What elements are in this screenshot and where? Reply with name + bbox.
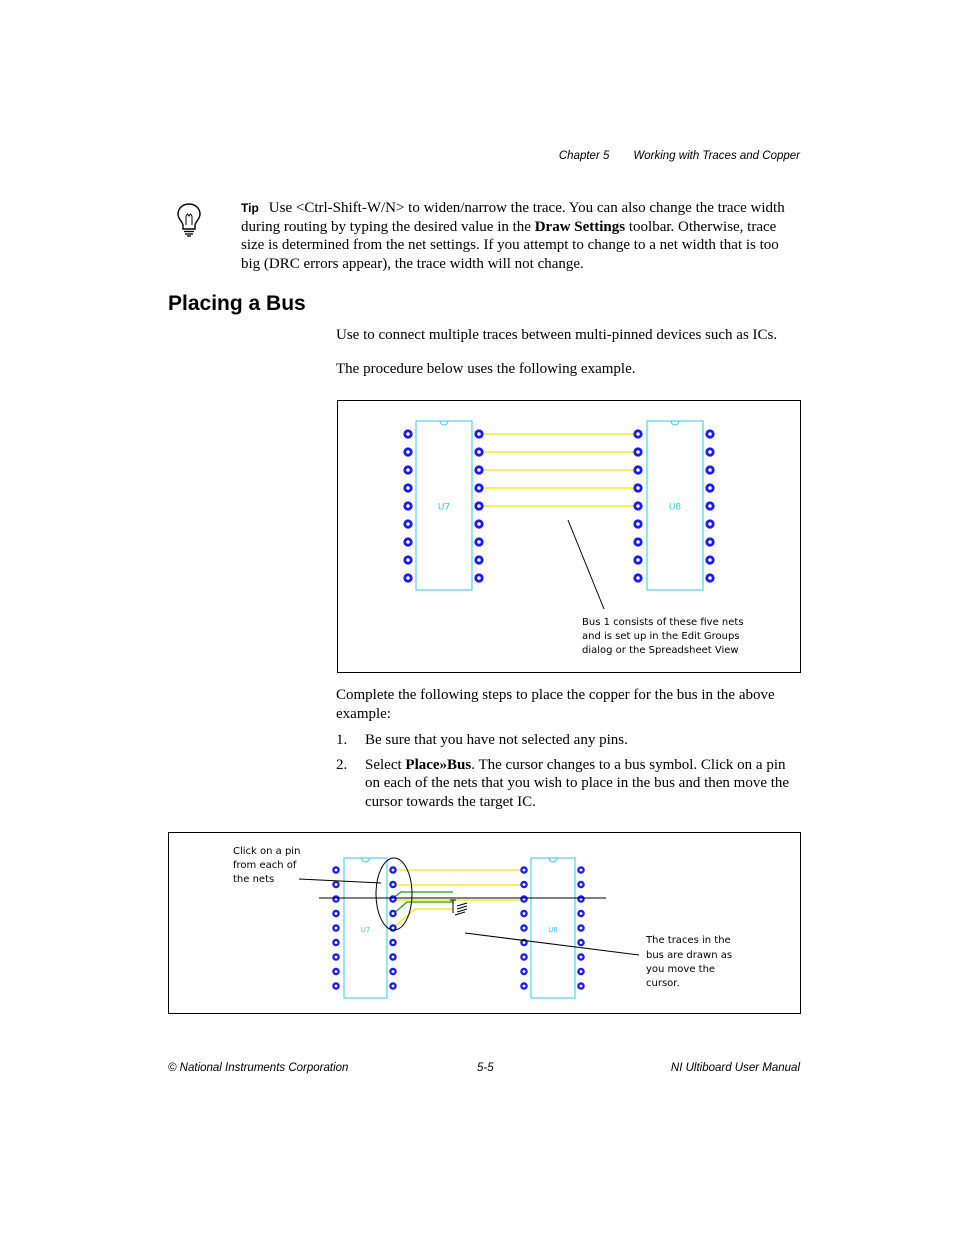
pin-pad — [578, 911, 583, 916]
left-annotation-line-2: from each of — [233, 860, 297, 871]
pin-pad — [476, 539, 482, 545]
step-text: Be sure that you have not selected any pins. — [365, 732, 628, 748]
right-annotation-line-4: cursor. — [646, 978, 680, 989]
header-title: Working with Traces and Copper — [633, 150, 800, 162]
pin-pad — [578, 983, 583, 988]
step-number: 1. — [336, 732, 348, 748]
pin-pad — [333, 925, 338, 930]
header-chapter: Chapter 5 — [558, 150, 610, 162]
pin-pad — [521, 969, 526, 974]
pin-pad — [390, 867, 395, 872]
bus-example-diagram — [338, 401, 800, 672]
pin-pad — [405, 431, 411, 437]
pin-pad — [521, 954, 526, 959]
pin-pad — [476, 521, 482, 527]
tip-block — [241, 199, 801, 274]
pin-pad — [521, 896, 526, 901]
left-leader-line — [299, 879, 381, 883]
section-intro: Use to connect multiple traces between multi-pinned devices such as ICs. — [336, 327, 778, 343]
pin-pad — [707, 467, 713, 473]
tip-text-1: Use <Ctrl-Shift-W/N> to widen/narrow the trace. You can also change the trace width during routing by typing the desired value in the — [241, 200, 785, 235]
tip-text-bold: Draw Settings — [534, 218, 626, 235]
chip-u8-label: U8 — [668, 502, 682, 513]
procedure-intro: The procedure below uses the following example. — [336, 361, 636, 377]
section-title: Placing a Bus — [168, 292, 306, 315]
pin-pad — [476, 575, 482, 581]
right-leader-line — [465, 933, 639, 955]
pin-pad — [476, 431, 482, 437]
left-annotation-line-1: Click on a pin — [233, 846, 301, 857]
pin-pad — [476, 485, 482, 491]
pin-pad — [707, 521, 713, 527]
step-text-cont: . The cursor changes to a bus symbol. Click on a pin on each of the nets that you wish to place in the bus and then move the cursor towards the target IC. — [365, 756, 790, 811]
pin-pad — [707, 431, 713, 437]
pin-pad — [635, 521, 641, 527]
tip-label: Tip — [241, 201, 259, 215]
right-annotation-line-3: you move the — [646, 964, 716, 975]
pin-pad — [707, 539, 713, 545]
pin-pad — [521, 983, 526, 988]
chip-u7-label: U7 — [360, 926, 371, 934]
pin-pad — [333, 911, 338, 916]
pin-pad — [578, 896, 583, 901]
pin-pad — [390, 911, 395, 916]
running-header — [559, 150, 800, 162]
pin-pad — [476, 557, 482, 563]
pin-pad — [635, 431, 641, 437]
pin-pad — [635, 503, 641, 509]
right-annotation-line-2: bus are drawn as — [646, 950, 733, 961]
drawn-trace — [393, 902, 453, 914]
lightbulb-icon — [176, 202, 202, 238]
pin-pad — [333, 867, 338, 872]
pin-pad — [333, 940, 338, 945]
pin-pad — [405, 449, 411, 455]
step-text: Select — [365, 756, 406, 773]
pin-pad — [390, 983, 395, 988]
footer-copyright: © National Instruments Corporation — [168, 1062, 349, 1074]
pin-pad — [333, 882, 338, 887]
pin-pad — [390, 954, 395, 959]
step-item — [336, 756, 802, 812]
pin-pad — [635, 449, 641, 455]
pin-pad — [405, 485, 411, 491]
pin-pad — [635, 485, 641, 491]
step-item — [336, 731, 802, 750]
chip-u8 — [531, 858, 575, 998]
complete-steps-text: Complete the following steps to place the copper for the bus in the above example: — [336, 687, 775, 722]
pin-pad — [635, 539, 641, 545]
chip-u8-label: U8 — [548, 926, 558, 934]
chip-u8 — [647, 421, 703, 590]
bus-placement-diagram — [169, 833, 800, 1013]
pin-pad — [333, 969, 338, 974]
pin-pad — [635, 575, 641, 581]
pin-pad — [405, 575, 411, 581]
bus-placement-figure — [168, 832, 801, 1014]
annotation-line-1: Bus 1 consists of these five nets — [582, 617, 744, 628]
drawn-trace — [393, 909, 453, 928]
pin-pad — [578, 925, 583, 930]
chip-u7 — [416, 421, 472, 590]
pin-pad — [578, 969, 583, 974]
right-annotation-line-1: The traces in the — [646, 935, 731, 946]
footer-page-number: 5-5 — [477, 1062, 494, 1074]
pin-pad — [405, 467, 411, 473]
pin-pad — [390, 969, 395, 974]
annotation-line-3: dialog or the Spreadsheet View — [582, 645, 739, 656]
pin-pad — [635, 557, 641, 563]
step-number: 2. — [336, 756, 348, 773]
pin-pad — [707, 485, 713, 491]
pin-pad — [707, 557, 713, 563]
pin-pad — [405, 521, 411, 527]
pin-pad — [578, 940, 583, 945]
annotation-leader-line — [568, 520, 604, 609]
pin-pad — [707, 503, 713, 509]
pin-pad — [578, 882, 583, 887]
pin-pad — [333, 896, 338, 901]
pin-pad — [390, 896, 395, 901]
pin-pad — [333, 983, 338, 988]
pin-pad — [333, 954, 338, 959]
pin-pad — [476, 467, 482, 473]
pin-pad — [405, 557, 411, 563]
pin-pad — [707, 575, 713, 581]
annotation-line-2: and is set up in the Edit Groups — [582, 631, 740, 642]
pin-pad — [578, 867, 583, 872]
bus-cursor-icon — [450, 900, 467, 915]
chip-u7-label: U7 — [437, 502, 451, 513]
pin-pad — [390, 882, 395, 887]
pin-pad — [578, 954, 583, 959]
pin-pad — [405, 503, 411, 509]
chip-u7 — [344, 858, 387, 998]
tip-text-2: toolbar. Otherwise, trace size is determined from the net settings. If you attempt to change to a net width that is too big (DRC errors appear), the trace width will not change. — [241, 218, 779, 273]
pin-pad — [521, 925, 526, 930]
pin-pad — [521, 882, 526, 887]
pin-pad — [476, 449, 482, 455]
pin-pad — [635, 467, 641, 473]
pin-pad — [405, 539, 411, 545]
pin-pad — [521, 867, 526, 872]
pin-pad — [521, 911, 526, 916]
pin-pad — [707, 449, 713, 455]
step-list — [336, 731, 802, 818]
left-annotation-line-3: the nets — [233, 874, 275, 885]
step-menu-path: Place»Bus — [405, 756, 472, 773]
pin-pad — [476, 503, 482, 509]
footer-manual-title: NI Ultiboard User Manual — [670, 1062, 800, 1074]
pin-pad — [390, 940, 395, 945]
drawn-trace — [393, 892, 453, 898]
bus-example-figure — [337, 400, 801, 673]
